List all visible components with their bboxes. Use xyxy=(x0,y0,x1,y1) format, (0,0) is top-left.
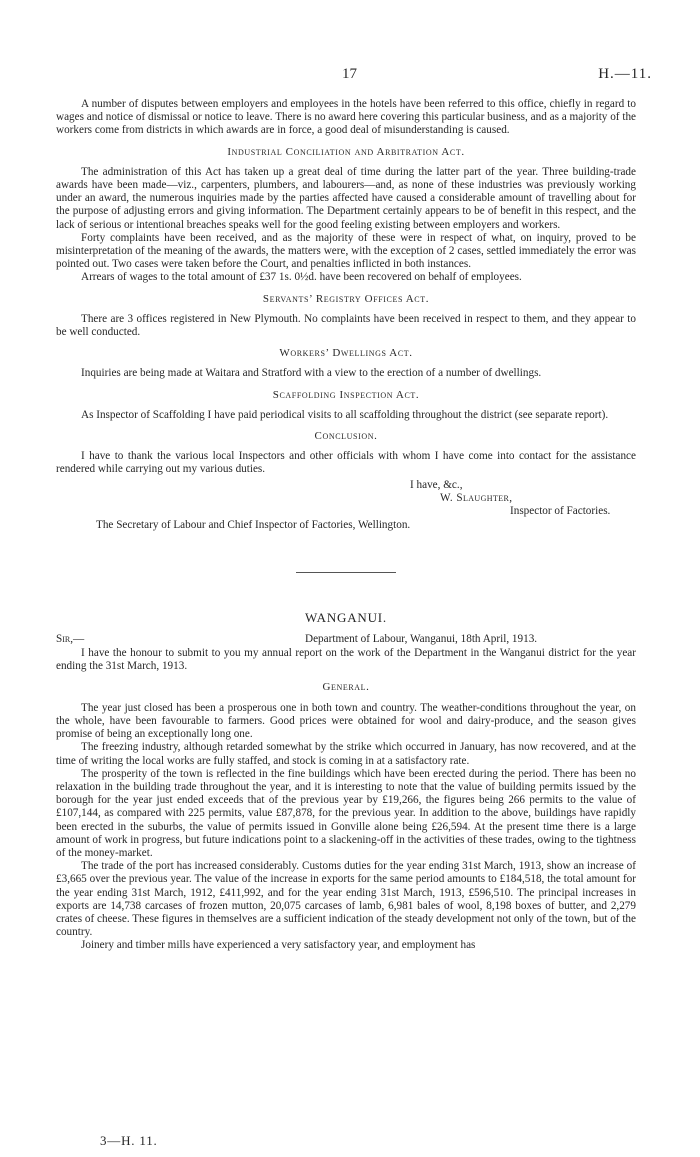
letter-closing xyxy=(56,479,636,518)
paragraph: There are 3 offices registered in New Plymouth. No complaints have been received in respect to them, and they appear to be well conducted. xyxy=(56,312,636,339)
section-heading-ica: Industrial Conciliation and Arbitration Act. xyxy=(227,145,465,158)
dateline: Department of Labour, Wanganui, 18th April, 1913. xyxy=(305,633,538,646)
document-reference: H.—11. xyxy=(598,66,652,82)
paragraph: Forty complaints have been received, and as the majority of these were in respect of what, on inquiry, proved to be misinterpretation of the meaning of the awards, the matters were, with the exception of 2 cases, settled immediately the error was pointed out. Two cases were taken before the Court, and penalties inflicted in both instances. xyxy=(56,231,636,271)
section-heading-conclusion: Conclusion. xyxy=(314,430,378,443)
section-title-wanganui: WANGANUI. xyxy=(305,609,387,625)
page-number: 17 xyxy=(342,66,357,82)
paragraph: Inquiries are being made at Waitara and Stratford with a view to the erection of a number of dwellings. xyxy=(81,367,542,380)
intro-paragraph: A number of disputes between employers and employees in the hotels have been referred to this office, chiefly in regard to wages and notice of dismissal or notice to leave. There is no award here covering this particular business, and as a majority of the workers come from districts in which awards are in force, a good deal of misunderstanding is caused. xyxy=(56,98,636,137)
section-divider xyxy=(296,572,396,573)
paragraph: Arrears of wages to the total amount of £37 1s. 0½d. have been recovered on behalf of employees. xyxy=(81,271,522,284)
closing-line: I have, &c., xyxy=(410,478,463,491)
paragraph: The prosperity of the town is reflected in the fine buildings which have been erected during the period. There has been no relaxation in the building trade throughout the year, and it is interesting to note that the value of building permits issued by the borough for the year just ended exceeds that of the previous year by £19,266, the figures being 266 permits to the value of £107,144, as compared with 225 permits, value £87,878, for the previous year. In addition to the above, buildings have rapidly been erected in the suburbs, the value of permits issued in Gonville alone being £26,594. At the present time there is a large amount of work in progress, but future indications point to a slackening-off in the activities of these trades, owing to the tightness of the money-market. xyxy=(56,767,636,859)
paragraph: The year just closed has been a prosperous one in both town and country. The weather-conditions throughout the year, on the whole, have been favourable to farmers. Good prices were obtained for wool and dairy-produce, and the season gives promise of being an exceptionally long one. xyxy=(56,701,636,741)
signatory-name: W. Slaughter, xyxy=(440,491,513,504)
salutation-line xyxy=(56,633,636,647)
paragraph: The trade of the port has increased considerably. Customs duties for the year ending 31st March, 1913, show an increase of £3,665 over the previous year. The value of the increase in exports for the same period amounts to £184,518, the total amount for the year ending 31st March, 1912, £411,992, and for the year ending 31st March, 1913, £596,510. The principal increases in exports are 14,738 carcases of frozen mutton, 20,075 carcases of lamb, 6,981 bales of wool, 8,198 boxes of butter, and 2,279 crates of cheese. These figures in themselves are a sufficient indication of the steady development not only of the town, but of the country. xyxy=(56,860,636,939)
page-body xyxy=(56,98,636,953)
paragraph: I have the honour to submit to you my annual report on the work of the Department in the Wanganui district for the year ending the 31st March, 1913. xyxy=(56,647,636,673)
page-header xyxy=(0,66,700,88)
paragraph: I have to thank the various local Inspectors and other officials with whom I have come into contact for the assistance rendered while carrying out my various duties. xyxy=(56,450,636,476)
section-heading-dwellings: Workers’ Dwellings Act. xyxy=(279,347,413,360)
paragraph: The freezing industry, although retarded somewhat by the strike which occurred in January, has now recovered, and at the time of writing the local works are fully staffed, and stock is coming in at a satisfactory rate. xyxy=(56,741,636,767)
paragraph: The administration of this Act has taken up a great deal of time during the latter part of the year. Three building-trade awards have been made—viz., carpenters, plumbers, and labourers—and, as none of these industries was previously working under an award, the numerous inquiries made by the parties affected have caused a considerable amount of travelling about for the purpose of adjusting errors and giving information. The Department certainly appears to be of benefit in this respect, and the lack of serious or intentional breaches speaks well for the good feeling existing between employers and workers. xyxy=(56,165,636,231)
paragraph: As Inspector of Scaffolding I have paid periodical visits to all scaffolding throughout the district (see separate report). xyxy=(81,408,609,421)
signatory-title: Inspector of Factories. xyxy=(510,504,611,517)
section-heading-servants: Servants’ Registry Offices Act. xyxy=(262,292,430,305)
paragraph: Joinery and timber mills have experienced a very satisfactory year, and employment has xyxy=(81,939,476,952)
salutation: Sir,— xyxy=(56,633,85,646)
section-heading-general: General. xyxy=(322,681,370,694)
addressee: The Secretary of Labour and Chief Inspector of Factories, Wellington. xyxy=(96,518,411,531)
section-heading-scaffolding: Scaffolding Inspection Act. xyxy=(272,388,420,401)
signature-mark: 3—H. 11. xyxy=(100,1133,158,1148)
